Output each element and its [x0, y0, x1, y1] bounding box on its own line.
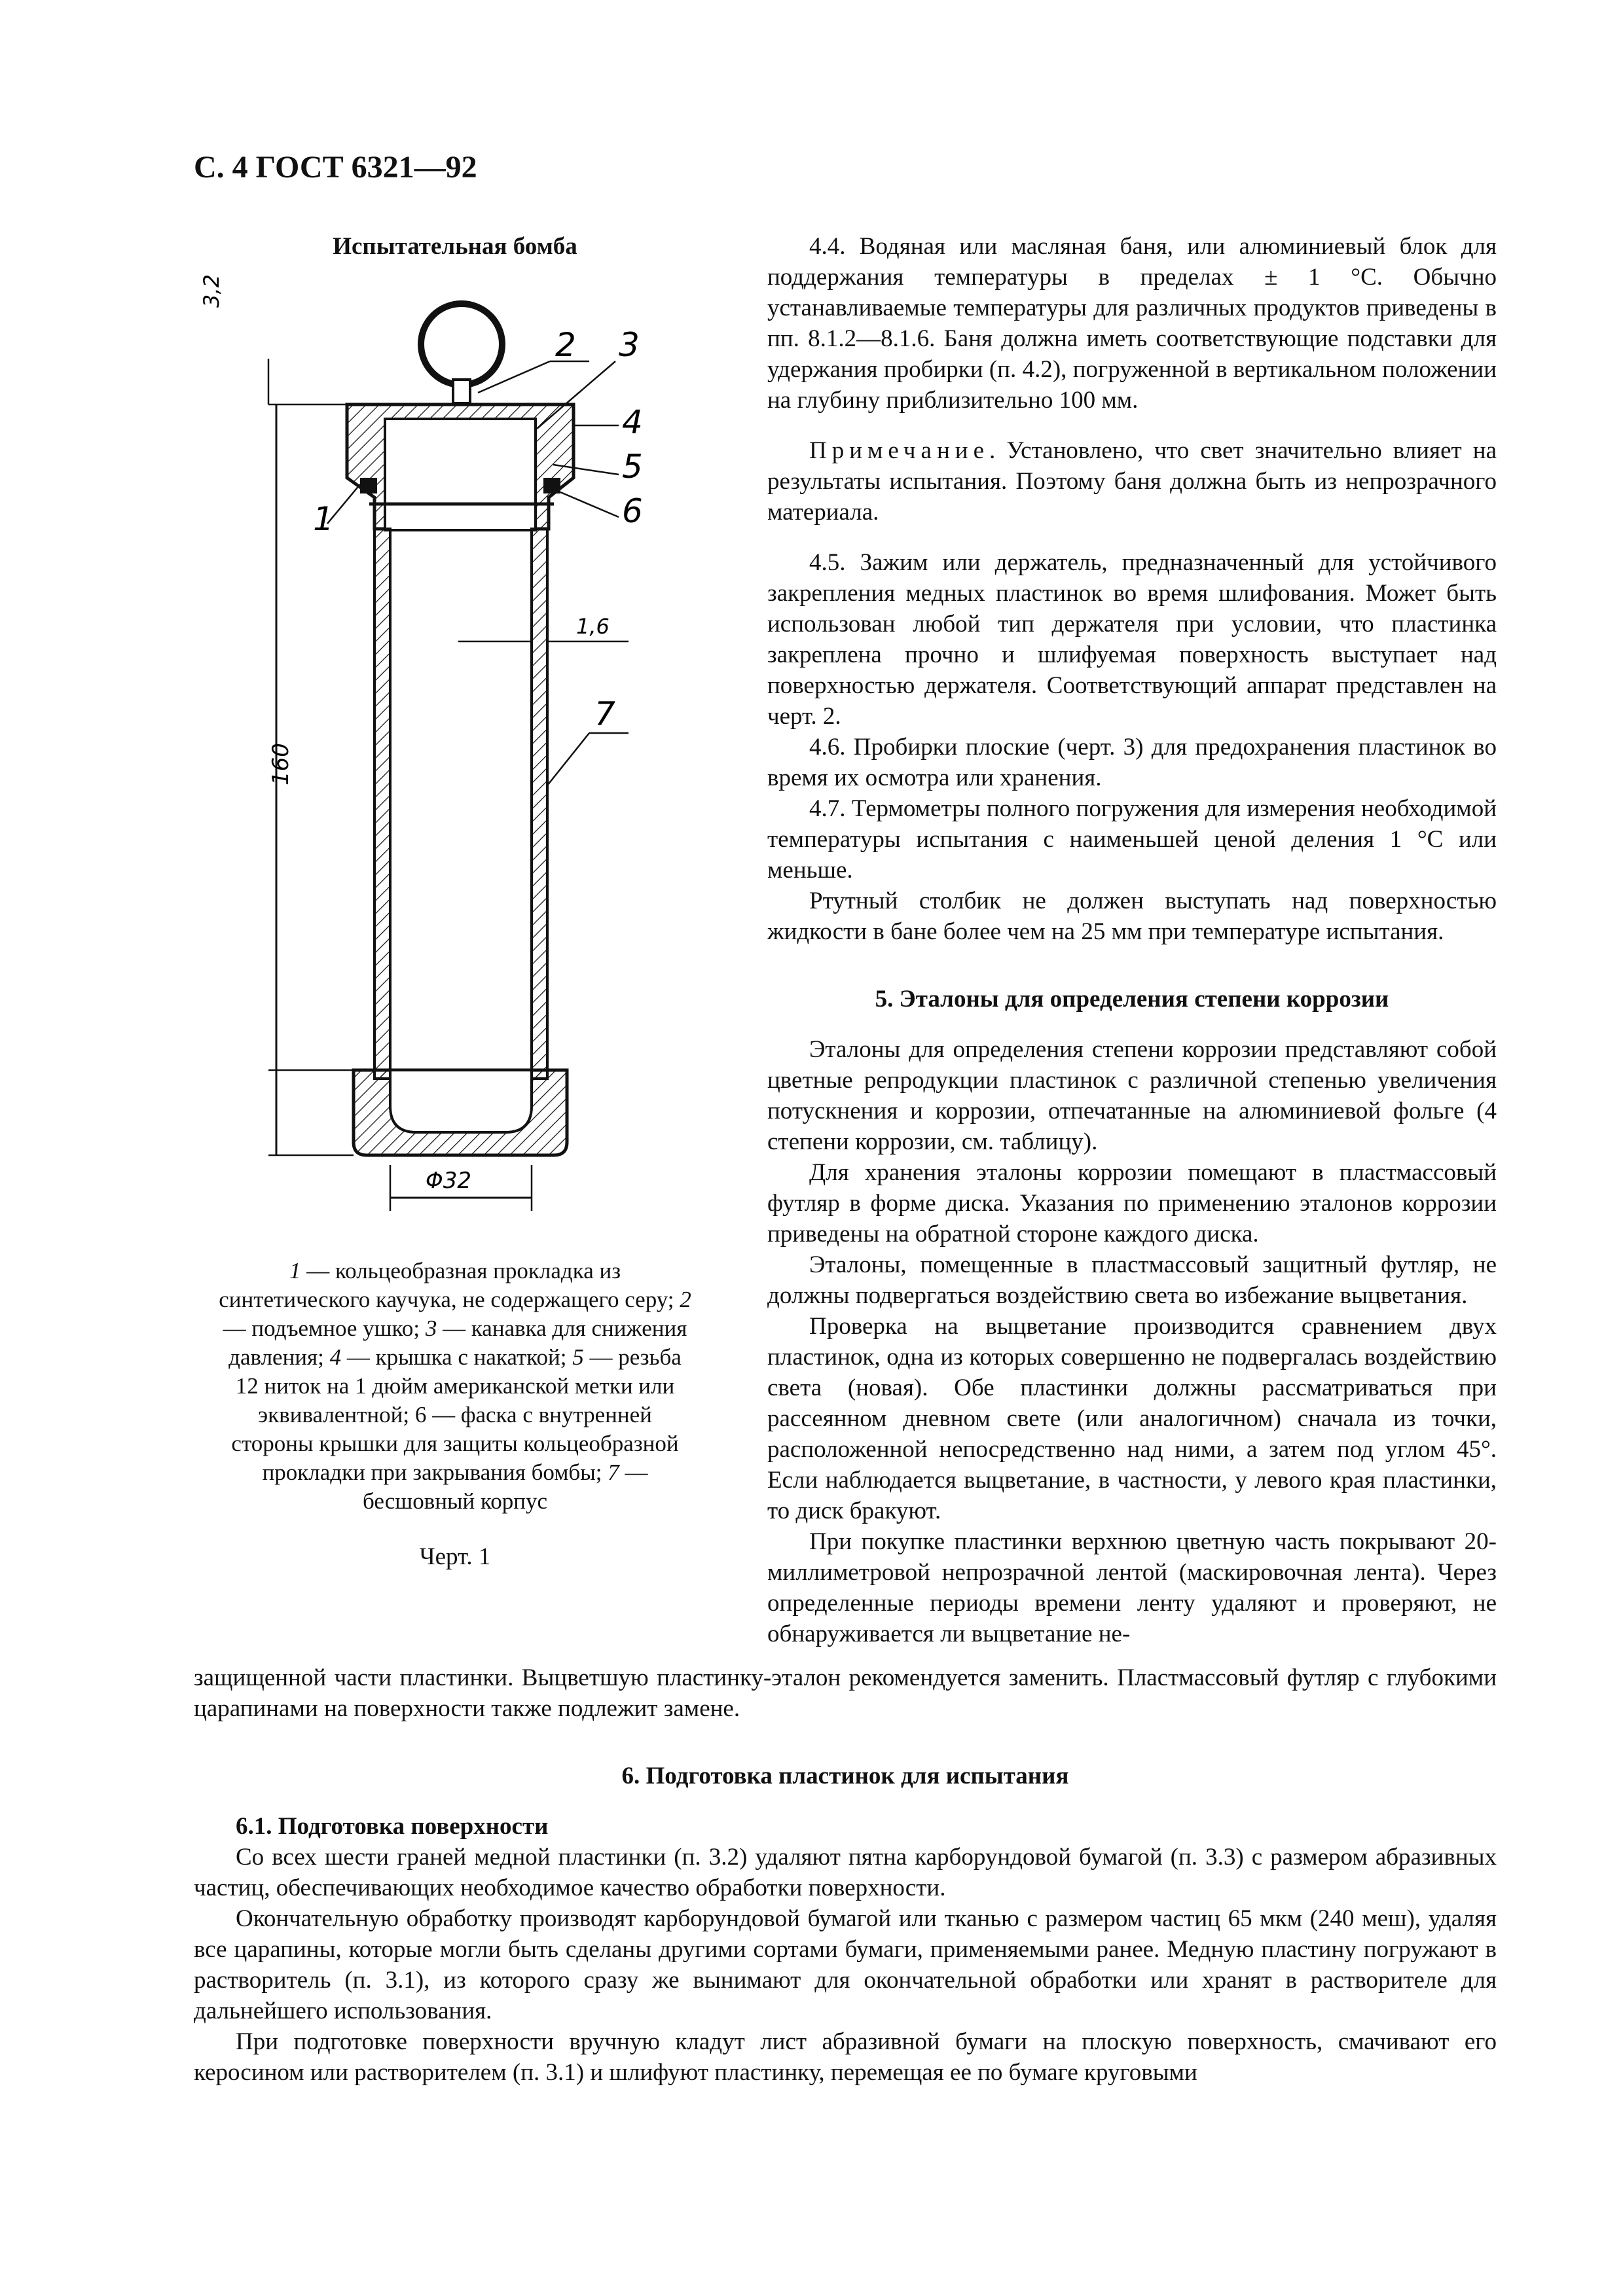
- callout-7: 7: [594, 695, 615, 733]
- section-6-1-heading: 6.1. Подготовка поверхности: [236, 1813, 549, 1840]
- dim-length: 160: [268, 743, 294, 785]
- page-header: С. 4 ГОСТ 6321—92: [194, 150, 477, 185]
- paragraph-4-5: 4.5. Зажим или держатель, предназначенный для устойчивого закрепления медных пластинок во время шлифования. Может быть использован любой тип держателя при условии, что пластинка закреплена прочно и шлифуемая поверхность выступает над поверхностью держателя. Соответствующий аппарат представлен на черт. 2.: [767, 549, 1497, 730]
- paragraph-4-4: 4.4. Водяная или масляная баня, или алюминиевый блок для поддержания температуры в пределах ± 1 °С. Обычно устанавливаемые температуры для различных продуктов приведены в пп. 8.1.2—8.1.6. Баня должна иметь соответствующие подставки для удержания пробирки (п. 4.2), погруженной в вертикальном положении на глубину приблизительно 100 мм.: [767, 233, 1497, 414]
- figure-title: Испытательная бомба: [333, 233, 577, 260]
- section-6-heading: 6. Подготовка пластинок для испытания: [621, 1763, 1069, 1789]
- gasket-right: [543, 478, 560, 493]
- section-6-1-p2: Окончательную обработку производят карборундовой бумагой или тканью с размером частиц 65 мкм (240 меш), удаляя все царапины, которые могли быть сделаны другими сортами бумаги, применяемыми ранее. Медную пластину погружают в растворитель (п. 3.1), из которого сразу же вынимают для окончательной обработки или хранят в растворителе для дальнейшего использования.: [194, 1905, 1497, 2024]
- right-column: [767, 231, 1497, 1649]
- dim-diameter: Φ32: [426, 1168, 472, 1194]
- body-wall-left: [374, 529, 390, 1079]
- section-6-1-p3: При подготовке поверхности вручную кладут лист абразивной бумаги на плоскую поверхность, смачивают его керосином или растворителем (п. 3.1) и шлифуют пластинку, перемещая ее по бумаге круговыми: [194, 2028, 1497, 2086]
- dim-top: 3,2: [199, 274, 224, 308]
- callout-1: 1: [313, 500, 334, 538]
- body-wall-right: [532, 529, 547, 1079]
- callout-5: 5: [622, 448, 643, 486]
- full-width-text: [194, 1662, 1497, 2088]
- section-5-p5-end: защищенной части пластинки. Выцветшую пластинку-эталон рекомендуется заменить. Пластмассовый футляр с глубокими царапинами на поверхности также подлежит замене.: [194, 1664, 1497, 1722]
- paragraph-4-7-cont: Ртутный столбик не должен выступать над поверхностью жидкости в бане более чем на 25 мм при температуре испытания.: [767, 888, 1497, 945]
- section-5-p5: При покупке пластинки верхнюю цветную часть покрывают 20-миллиметровой непрозрачной лентой (маскировочная лента). Через определенные периоды времени ленту удаляют и проверяют, не обнаруживается ли выцветание не-: [767, 1528, 1497, 1647]
- section-5-heading: 5. Эталоны для определения степени коррозии: [875, 986, 1389, 1013]
- section-6-1-p1: Со всех шести граней медной пластинки (п. 3.2) удаляют пятна карборундовой бумагой (п. 3.3) с размером абразивных частиц, обеспечивающих необходимое качество обработки поверхности.: [194, 1844, 1497, 1901]
- paragraph-4-7: 4.7. Термометры полного погружения для измерения необходимой температуры испытания с наименьшей ценой деления 1 °С или меньше.: [767, 795, 1497, 884]
- figure-caption: 1 — кольцеобразная прокладка из синтетического каучука, не содержащего серу; 2 — подъемное ушко; 3 — канавка для снижения давления; 4 — крышка с накаткой; 5 — резьба 12 ниток на 1 дюйм американской метки или эквивалентной; 6 — фаска с внутренней стороны крышки для защиты кольцеобразной прокладки при закрывания бомбы; 7 — бесшовный корпус: [219, 1258, 691, 1514]
- dim-wall: 1,6: [576, 614, 610, 639]
- note: Примечание. Установлено, что свет значительно влияет на результаты испытания. Поэтому баня должна быть из непрозрачного материала.: [767, 437, 1497, 526]
- lifting-ring: [421, 304, 502, 385]
- gasket-left: [360, 478, 377, 493]
- section-5-p3: Эталоны, помещенные в пластмассовый защитный футляр, не должны подвергаться воздействию света во избежание выцветания.: [767, 1251, 1497, 1309]
- callout-6: 6: [622, 492, 643, 530]
- section-5-p2: Для хранения эталоны коррозии помещают в пластмассовый футляр в форме диска. Указания по применению эталонов коррозии приведены на обратной стороне каждого диска.: [767, 1159, 1497, 1247]
- section-5-p4: Проверка на выцветание производится сравнением двух пластинок, одна из которых совершенно не подвергалась воздействию света (новая). Обе пластинки должны рассматриваться при рассеянном дневном свете (или аналогичном) сначала из точки, расположенной непосредственно над ними, а затем под углом 45°. Если наблюдается выцветание, в частности, у левого края пластинки, то диск бракуют.: [767, 1313, 1497, 1524]
- paragraph-4-6: 4.6. Пробирки плоские (черт. 3) для предохранения пластинок во время их осмотра или хранения.: [767, 734, 1497, 791]
- callout-4: 4: [622, 403, 643, 441]
- figure-label: Черт. 1: [419, 1543, 491, 1570]
- section-5-p1: Эталоны для определения степени коррозии представляют собой цветные репродукции пластинок с различной степенью увеличения потускнения и коррозии, отпечатанные на алюминиевой фольге (4 степени коррозии, см. таблицу).: [767, 1036, 1497, 1155]
- bomb-drawing: [199, 274, 668, 1217]
- callout-2: 2: [555, 326, 576, 364]
- callout-3: 3: [619, 326, 640, 364]
